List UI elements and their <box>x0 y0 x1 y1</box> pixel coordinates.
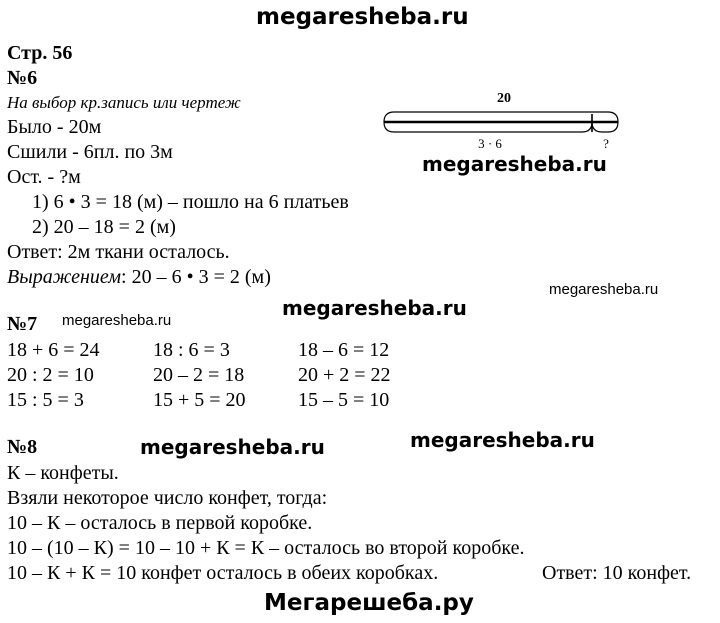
watermark-diagram: megaresheba.ru <box>422 152 607 176</box>
expression-label: Выражением <box>7 266 122 288</box>
watermark-n8-left: megaresheba.ru <box>140 435 325 459</box>
task6-step-2: 2) 20 – 18 = 2 (м) <box>32 216 176 238</box>
segment-diagram <box>380 86 630 156</box>
watermark-center: megaresheba.ru <box>282 296 467 320</box>
task6-answer: Ответ: 2м ткани осталось. <box>7 241 230 263</box>
diagram-total-label: 20 <box>497 91 511 106</box>
task7-number: №7 <box>7 313 38 335</box>
watermark-n8-right: megaresheba.ru <box>410 428 595 452</box>
task8-number: №8 <box>7 436 38 458</box>
task6-number: №6 <box>7 67 38 89</box>
task8-line-5: 10 – К + К = 10 конфет осталось в обеих коробках. <box>7 562 439 584</box>
diagram-part-brace <box>384 122 592 132</box>
task7-r3-c1: 15 : 5 = 3 <box>7 389 84 411</box>
task7-r1-c1: 18 + 6 = 24 <box>7 339 100 361</box>
task7-r2-c3: 20 + 2 = 22 <box>298 364 391 386</box>
task8-answer: Ответ: 10 конфет. <box>542 562 692 584</box>
task6-note: На выбор кр.запись или чертеж <box>7 93 241 112</box>
diagram-rest-brace <box>592 122 618 132</box>
task8-line-2: Взяли некоторое число конфет, тогда: <box>7 487 328 509</box>
task7-r2-c1: 20 : 2 = 10 <box>7 364 94 386</box>
task7-r3-c3: 15 – 5 = 10 <box>298 389 390 411</box>
watermark-top: megaresheba.ru <box>256 4 469 30</box>
task6-line-3: Ост. - ?м <box>7 166 81 188</box>
task7-r1-c3: 18 – 6 = 12 <box>298 339 390 361</box>
expression-value: : 20 – 6 • 3 = 2 (м) <box>121 266 271 288</box>
diagram-rest-label: ? <box>603 136 609 151</box>
task7-r2-c2: 20 – 2 = 18 <box>153 364 245 386</box>
task7-r3-c2: 15 + 5 = 20 <box>153 389 246 411</box>
watermark-n7: megaresheba.ru <box>62 312 172 329</box>
diagram-part-label: 3 · 6 <box>478 136 502 151</box>
watermark-right-small: megaresheba.ru <box>549 281 659 298</box>
task6-line-2: Сшили - 6пл. по 3м <box>7 141 173 163</box>
task6-step-1: 1) 6 • 3 = 18 (м) – пошло на 6 платьев <box>32 191 349 213</box>
task7-r1-c2: 18 : 6 = 3 <box>153 339 230 361</box>
task8-line-3: 10 – К – осталось в первой коробке. <box>7 512 313 534</box>
task8-line-4: 10 – (10 – К) = 10 – 10 + К = К – осталось во второй коробке. <box>7 537 525 559</box>
task8-line-1: К – конфеты. <box>7 462 119 484</box>
page-label: Стр. 56 <box>7 42 73 64</box>
task6-line-1: Было - 20м <box>7 116 102 138</box>
diagram-total-brace <box>384 112 618 122</box>
task6-expression <box>7 266 271 289</box>
watermark-footer: Мегарешеба.ру <box>264 590 474 616</box>
